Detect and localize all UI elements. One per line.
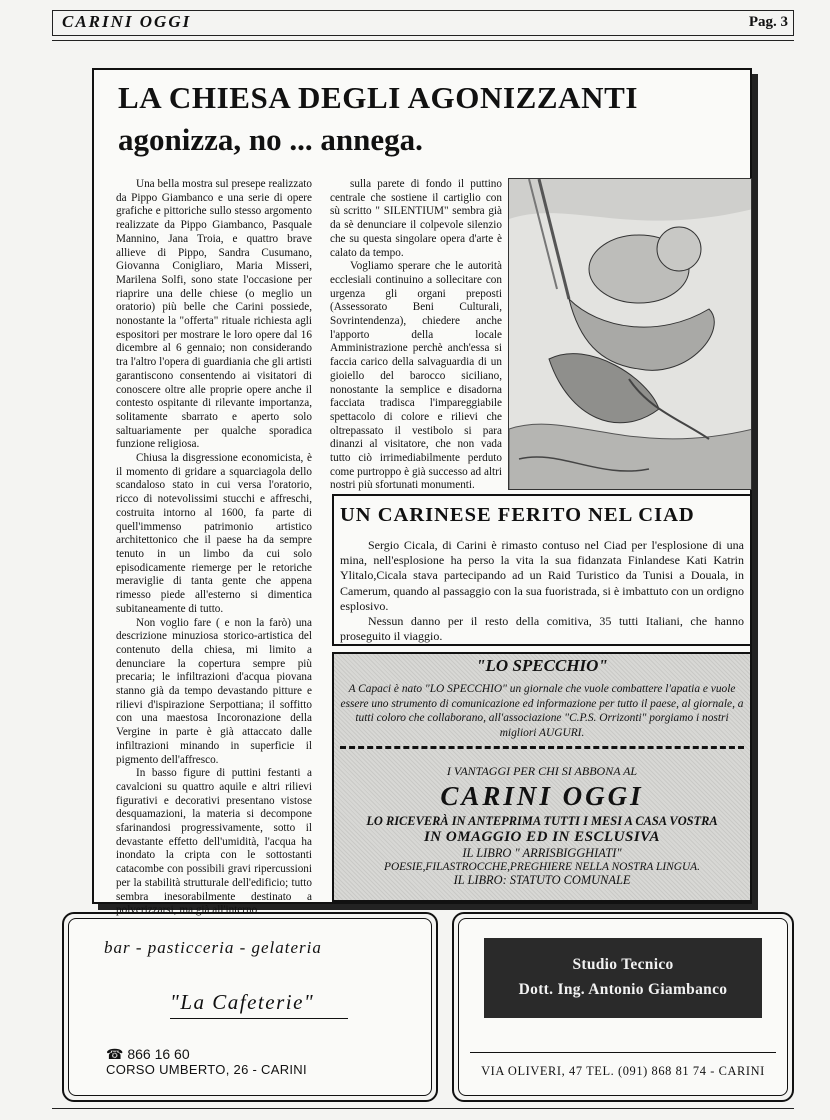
cafe-ad-name: "La Cafeterie" <box>170 990 315 1014</box>
phone-icon: ☎ <box>106 1046 124 1062</box>
news-brief-headline: UN CARINESE FERITO NEL CIAD <box>340 504 695 526</box>
paragraph: Sergio Cicala, di Carini è rimasto contuso nel Ciad per l'esplosione di una mina, nell'esplosione ha perso la vita la sua fidanzata Finlandese Kati Katrin Ylitalo,Cicala stava partecipando ad un Raid Turistico da Tunisi a Douala, in Camerum, quando al passaggio con la sua fuoristrada, si è imbattuto con un ordigno esplosivo. <box>340 538 744 613</box>
promo-line: IN OMAGGIO ED IN ESCLUSIVA <box>423 829 661 845</box>
studio-ad-address: VIA OLIVERI, 47 TEL. (091) 868 81 74 - CARINI <box>481 1064 765 1078</box>
paragraph: Vogliamo sperare che le autorità ecclesiali continuino a sollecitare con urgenza gli organi preposti (Assessorato Beni Culturali, Sovrintendenza), chiedere anche l'apporto della locale Amministrazione perchè anch'essa si faccia carico della salvaguardia di un gioiello del barocco siciliano, nonostante la semplice e disadorna facciata tradisca l'impareggiabile spettacolo di colore e rilievi che oltrepassato il vestibolo si para dinanzi al visitatore, che non vada tutto ciò irrimediabilmente perduto come purtroppo è già successo ad altri nostri più sfortunati monumenti. <box>330 260 502 492</box>
studio-ad-line2: Dott. Ing. Antonio Giambanco <box>518 981 728 998</box>
paragraph: Non voglio fare ( e non la farò) una descrizione minuziosa storico-artistica del contenuto della chiesa, mi limito a denunciare la copertura sempre più precaria; le infiltrazioni d'acqua piovana stanno già da tempo devastando pitture e rilievi d'ispirazione Serpottiana; il soffitto con una maestosa Incoronazione della Vergine in parte è già attaccato dalle infiltrazioni minando in superficie il pigmento dell'affresco. <box>116 616 312 766</box>
promo-line: LO RICEVERÀ IN ANTEPRIMA TUTTI I MESI A CASA VOSTRA <box>366 814 718 828</box>
subscription-promo <box>340 764 744 888</box>
paragraph: In basso figure di puttini festanti a cavalcioni su quattro aquile e altri rilievi figurativi e decorativi presentano vistose desquamazioni, la materia si decompone sfarinandosi progressivamente, sotto il devastante effetto dell'umidità, l'acqua ha inondato la cripta con le sottostanti catacombe con possibili gravi ripercussioni per la stabilità strutturale dell'edificio; tutto sembra inesorabilmente destinato a polverizzarsi, ma già all'interno <box>116 767 312 917</box>
promo-logo: CARINI OGGI <box>440 781 644 811</box>
promo-intro: I VANTAGGI PER CHI SI ABBONA AL <box>446 764 638 778</box>
putto-illustration <box>508 178 752 490</box>
cafe-ad-tagline: bar - pasticceria - gelateria <box>104 938 322 957</box>
studio-ad-rule <box>470 1052 776 1053</box>
header-rule <box>52 40 794 41</box>
studio-ad-line1: Studio Tecnico <box>572 956 674 973</box>
announcement-title: "LO SPECCHIO" <box>476 656 608 675</box>
promo-line: IL LIBRO: STATUTO COMUNALE <box>453 873 631 887</box>
paragraph: Chiusa la disgressione economicista, è il momento di gridare a squarciagola dello scandaloso stato in cui versa l'oratorio, ricco di notevolissimi stucchi e affreschi, costruita intorno al 1600, fa parte di quell'immenso patrimonio artistico architettonico che il paese ha da sempre tenuto in un limbo da cui solo episodicamente riemerge per le retoriche meraviglie di tanta gente che appena rimesso piede all'esterno si dimentica subitaneamente di tutto. <box>116 452 312 615</box>
putto-drawing <box>509 179 752 490</box>
article-column-2 <box>330 178 502 509</box>
article-column-1 <box>116 178 312 918</box>
masthead-logo: CARINI OGGI <box>62 12 192 31</box>
page-bottom-rule <box>52 1108 794 1109</box>
news-brief-body <box>340 538 744 644</box>
cafe-ad-rule <box>170 1018 348 1019</box>
paragraph: Una bella mostra sul presepe realizzato da Pippo Giambanco e una serie di opere grafiche e pittoriche sullo stesso argomento realizzate da Pippo Giambanco, Pasquale Mannino, Jana Troia, e quattro brave allieve di Pippo, Sandra Cusumano, Giovanna Conigliaro, Maria Misseri, Marilena Solfi, sono state l'occasione per riaprire una delle chiese (o meglio un oratorio) più belle che Carini possiede, nonostante la "offerta" rituale richiesta agli espositori per mostrare le loro opere dal 16 dicembre al 6 gennaio; non considerando tra l'altro l'opera di guardiania che gli artisti garantiscono consentendo ai visitatori di conoscere oltre alle proprie opere anche il contesto ospitante di rilevante importanza, solitamente sbarrato e aperto solo saltuariamente per qualche sporadica funzione religiosa. <box>116 178 312 451</box>
cafe-ad-phone-number: 866 16 60 <box>127 1046 190 1062</box>
dashed-divider <box>340 746 744 749</box>
studio-ad-banner <box>484 938 762 1018</box>
article-headline: LA CHIESA DEGLI AGONIZZANTI <box>118 80 639 115</box>
paragraph: sulla parete di fondo il puttino centrale che sostiene il cartiglio con sù scritto " SILENTIUM" sembra già da sè denunciare il colpevole silenzio che su questa singolare opera d'arte è calato da tempo. <box>330 178 502 259</box>
announcement-text: A Capaci è nato "LO SPECCHIO" un giornale che vuole combattere l'apatia e vuole essere uno strumento di comunicazione ed informazione per tutto il paese, al giornale, a tutti coloro che collaborano, all'associazione "C.P.S. Orrizonti" porgiamo i nostri migliori AUGURI. <box>340 683 744 739</box>
cafe-ad-phone <box>106 1046 190 1063</box>
article-subheadline: agonizza, no ... annega. <box>118 122 423 157</box>
promo-line: POESIE,FILASTROCCHE,PREGHIERE NELLA NOSTRA LINGUA. <box>384 861 700 873</box>
page-number: Pag. 3 <box>748 14 788 30</box>
promo-line: IL LIBRO " ARRISBIGGHIATI" <box>462 846 622 860</box>
paragraph: Nessun danno per il resto della comitiva, 35 tutti Italiani, che hanno proseguito il viaggio. <box>340 614 744 644</box>
cafe-ad-address: CORSO UMBERTO, 26 - CARINI <box>106 1062 307 1077</box>
